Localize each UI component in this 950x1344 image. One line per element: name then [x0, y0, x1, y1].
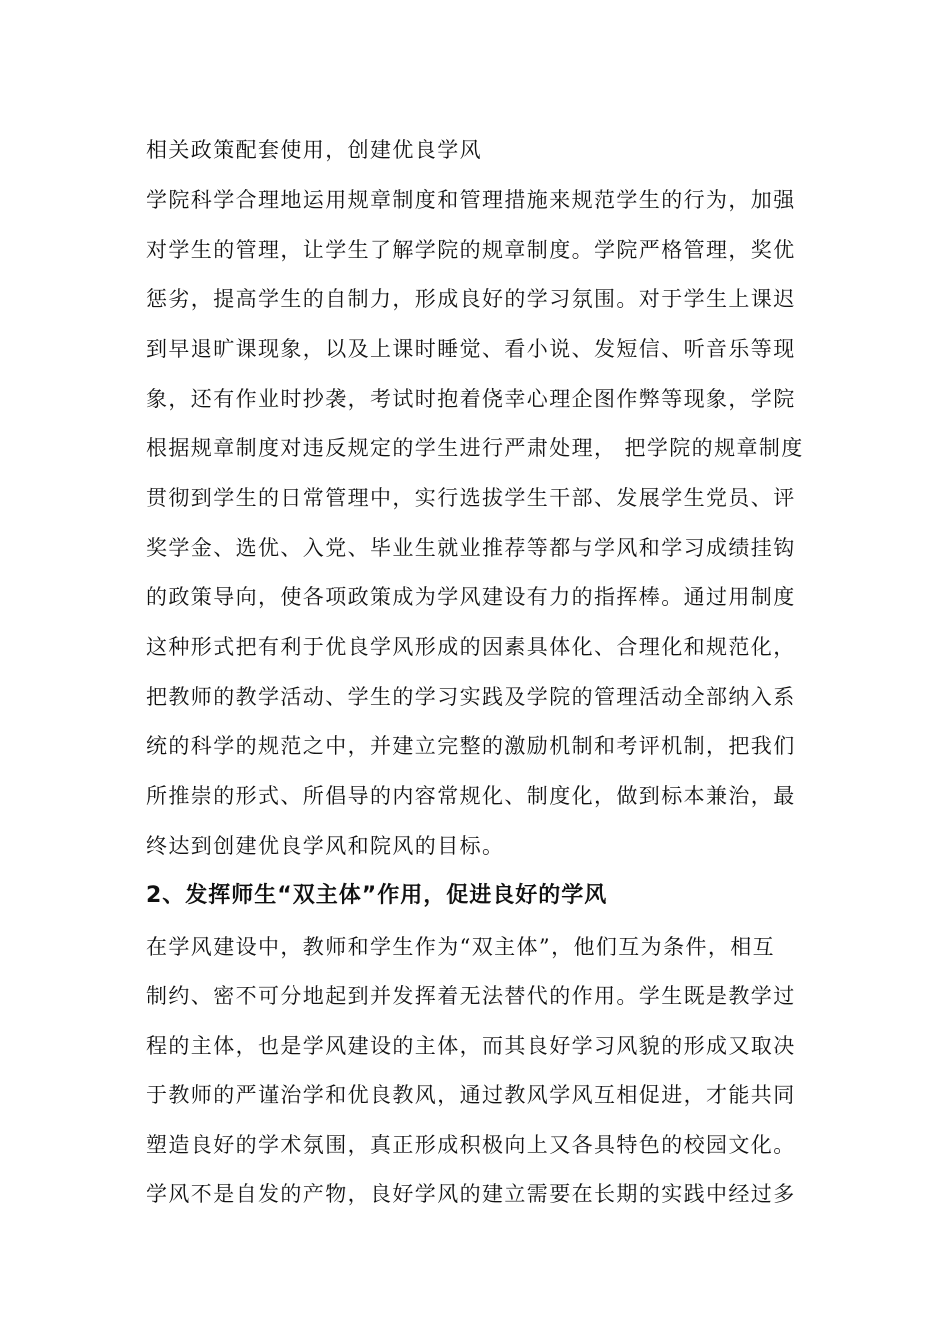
text-line: 所推崇的形式、所倡导的内容常规化、制度化，做到标本兼治，最: [146, 784, 796, 808]
text-line: 对学生的管理，让学生了解学院的规章制度。学院严格管理，奖优: [146, 238, 796, 262]
text-line: 塑造良好的学术氛围，真正形成积极向上又各具特色的校园文化。: [146, 1133, 796, 1157]
text-line: 这种形式把有利于优良学风形成的因素具体化、合理化和规范化，: [146, 635, 796, 659]
text-line: 贯彻到学生的日常管理中，实行选拔学生干部、发展学生党员、评: [146, 486, 796, 510]
text-line: 把教师的教学活动、学生的学习实践及学院的管理活动全部纳入系: [146, 685, 796, 709]
text-line: 统的科学的规范之中，并建立完整的激励机制和考评机制，把我们: [146, 734, 796, 758]
text-line: 象，还有作业时抄袭，考试时抱着侥幸心理企图作弊等现象，学院: [146, 387, 796, 411]
text-line: 于教师的严谨治学和优良教风，通过教风学风互相促进，才能共同: [146, 1083, 796, 1107]
text-line: 的政策导向，使各项政策成为学风建设有力的指挥棒。通过用制度: [146, 585, 796, 609]
text-line: 奖学金、选优、入党、毕业生就业推荐等都与学风和学习成绩挂钩: [146, 536, 796, 560]
text-line: 惩劣，提高学生的自制力，形成良好的学习氛围。对于学生上课迟: [146, 287, 796, 311]
text-line: 到早退旷课现象，以及上课时睡觉、看小说、发短信、听音乐等现: [146, 337, 796, 361]
text-line: 制约、密不可分地起到并发挥着无法替代的作用。学生既是教学过: [146, 984, 796, 1008]
text-line: 学风不是自发的产物，良好学风的建立需要在长期的实践中经过多: [146, 1182, 796, 1206]
text-line: 在学风建设中，教师和学生作为“双主体”，他们互为条件，相互: [146, 935, 776, 959]
section-heading: 2、发挥师生“双主体”作用，促进良好的学风: [146, 883, 608, 908]
text-line: 根据规章制度对违反规定的学生进行严肃处理， 把学院的规章制度: [146, 436, 804, 460]
text-line: 相关政策配套使用，创建优良学风: [146, 138, 482, 162]
text-line: 程的主体，也是学风建设的主体，而其良好学习风貌的形成又取决: [146, 1034, 796, 1058]
text-line: 学院科学合理地运用规章制度和管理措施来规范学生的行为，加强: [146, 188, 796, 212]
text-line: 终达到创建优良学风和院风的目标。: [146, 834, 505, 858]
